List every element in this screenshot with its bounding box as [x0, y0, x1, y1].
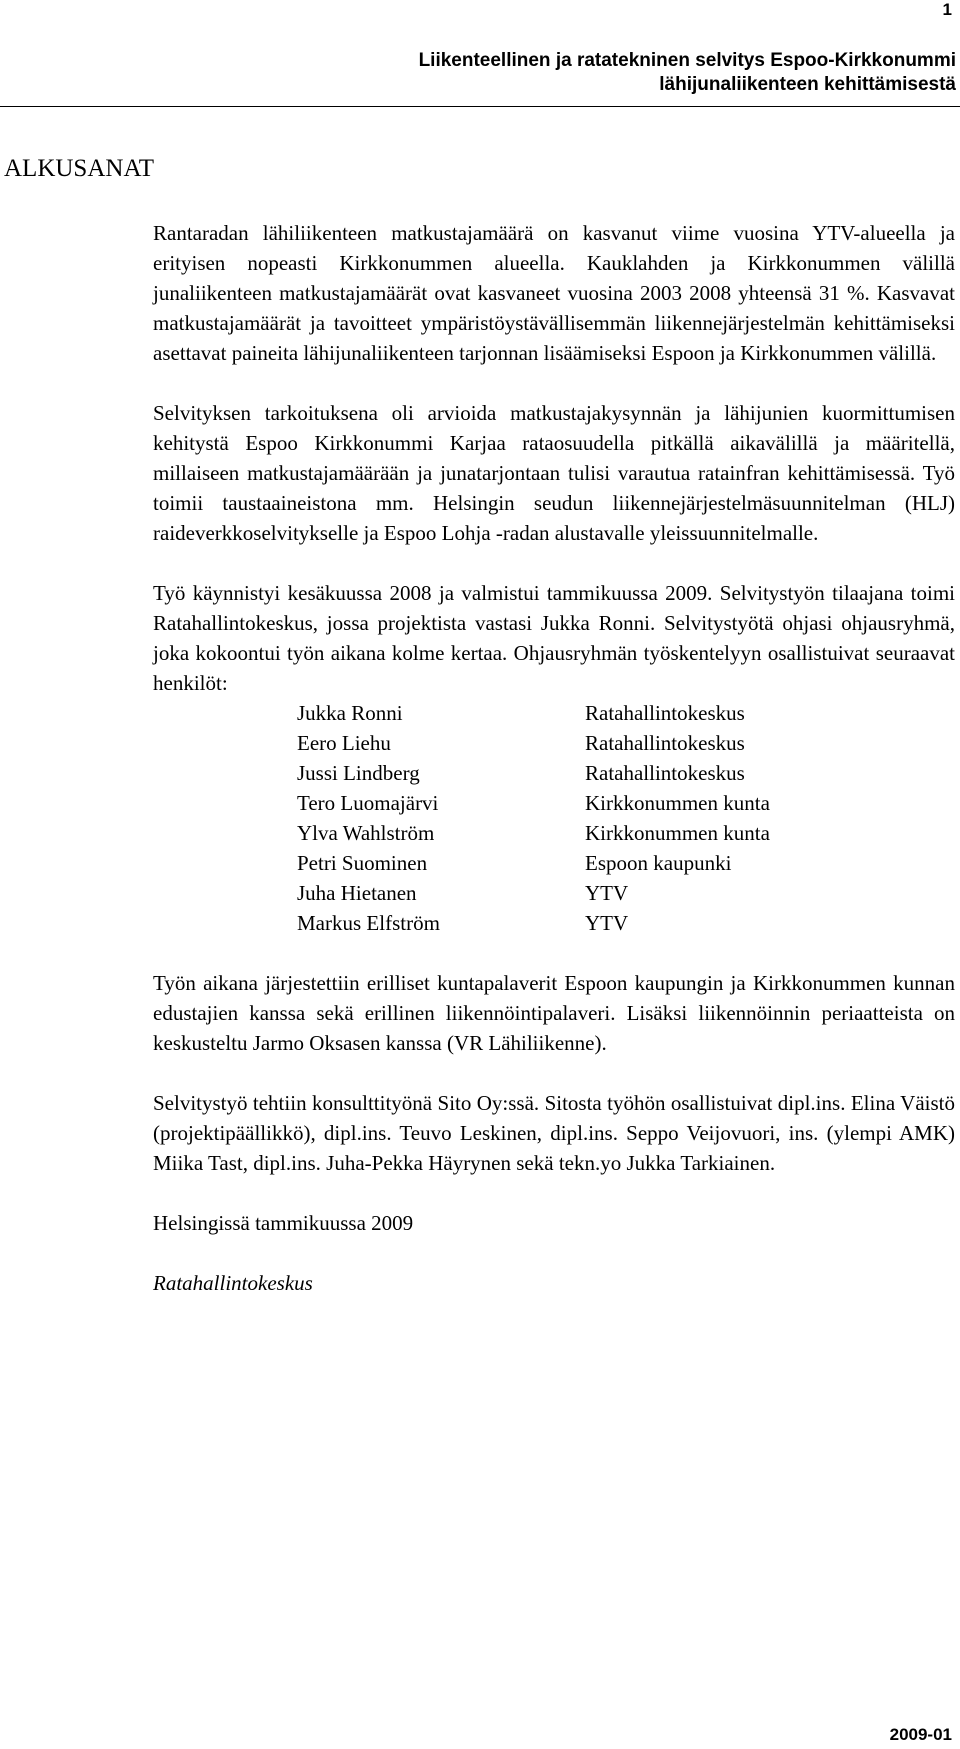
list-item: [153, 908, 955, 938]
steering-group-list: [153, 698, 955, 938]
place-and-date: Helsingissä tammikuussa 2009: [153, 1211, 414, 1235]
paragraph-consultant: Selvitystyö tehtiin konsulttityönä Sito Oy:ssä. Sitosta työhön osallistuivat dipl.ins. Elina Väistö (projektipäällikkö), dipl.ins. Teuvo Leskinen, dipl.ins. Seppo Veijovuori, ins. (ylempi AMK) Miika Tast, dipl.ins. Juha-Pekka Häyrynen sekä tekn.yo Jukka Tarkiainen.: [153, 1091, 955, 1175]
member-organization: Espoon kaupunki: [585, 851, 732, 875]
paragraph-intro: Rantaradan lähiliikenteen matkustajamäärä on kasvanut viime vuosina YTV-alueella ja erityisen nopeasti Kirkkonummen alueella. Kauklahden ja Kirkkonummen välillä junaliikenteen matkustajamäärät ovat kasvaneet vuosina 2003 2008 yhteensä 31 %. Kasvavat matkustajamäärät ja tavoitteet ympäristöystävällisemmän liikennejärjestelmän kehittämiseksi asettavat paineita lähijunaliikenteen tarjonnan lisäämiseksi Espoon ja Kirkkonummen välillä.: [153, 221, 955, 365]
list-item: [153, 788, 955, 818]
member-name: Eero Liehu: [297, 731, 391, 755]
paragraph-purpose: Selvityksen tarkoituksena oli arvioida matkustajakysynnän ja lähijunien kuormittumisen kehitystä Espoo Kirkkonummi Karjaa rataosuudella pitkällä aikavälillä ja määritellä, millaiseen matkustajamäärään ja junatarjontaan tulisi varautua ratainfran kehittämisessä. Työ toimii taustaaineistona mm. Helsingin seudun liikennejärjestelmäsuunnitelman (HLJ) raideverkkoselvitykselle ja Espoo Lohja -radan alustavalle yleissuunnitelmalle.: [153, 401, 955, 545]
member-organization: Ratahallintokeskus: [585, 761, 745, 785]
member-name: Tero Luomajärvi: [297, 791, 439, 815]
list-item: [153, 758, 955, 788]
member-name: Ylva Wahlström: [297, 821, 435, 845]
list-item: [153, 878, 955, 908]
document-body: [153, 218, 955, 1328]
document-code: 2009-01: [889, 1725, 952, 1744]
running-header-line-1: Liikenteellinen ja ratatekninen selvitys Espoo-Kirkkonummi: [418, 50, 956, 71]
paragraph-schedule: Työ käynnistyi kesäkuussa 2008 ja valmistui tammikuussa 2009. Selvitystyön tilaajana toimi Ratahallintokeskus, jossa projektista vastasi Jukka Ronni. Selvitystyötä ohjasi ohjausryhmä, joka kokoontui työn aikana kolme kertaa. Ohjausryhmän työskentelyyn osallistuivat seuraavat henkilöt:: [153, 581, 955, 695]
running-header: [419, 49, 956, 97]
section-title: ALKUSANAT: [4, 155, 154, 182]
member-name: Jussi Lindberg: [297, 761, 420, 785]
header-rule: [0, 106, 960, 107]
page-number: 1: [942, 0, 952, 19]
list-item: [153, 728, 955, 758]
running-header-line-2: lähijunaliikenteen kehittämisestä: [659, 74, 956, 95]
list-item: [153, 698, 955, 728]
signature: Ratahallintokeskus: [153, 1271, 313, 1295]
member-organization: YTV: [585, 911, 629, 935]
member-name: Jukka Ronni: [297, 701, 403, 725]
list-item: [153, 848, 955, 878]
member-organization: Kirkkonummen kunta: [585, 791, 770, 815]
paragraph-meetings: Työn aikana järjestettiin erilliset kuntapalaverit Espoon kaupungin ja Kirkkonummen kunnan edustajien kanssa sekä erillinen liikennöintipalaveri. Lisäksi liikennöinnin periaatteista on keskusteltu Jarmo Oksasen kanssa (VR Lähiliikenne).: [153, 971, 955, 1055]
member-organization: Kirkkonummen kunta: [585, 821, 770, 845]
member-name: Petri Suominen: [297, 851, 428, 875]
member-organization: Ratahallintokeskus: [585, 731, 745, 755]
member-organization: Ratahallintokeskus: [585, 701, 745, 725]
list-item: [153, 818, 955, 848]
member-name: Juha Hietanen: [297, 881, 417, 905]
member-name: Markus Elfström: [297, 911, 440, 935]
member-organization: YTV: [585, 881, 629, 905]
